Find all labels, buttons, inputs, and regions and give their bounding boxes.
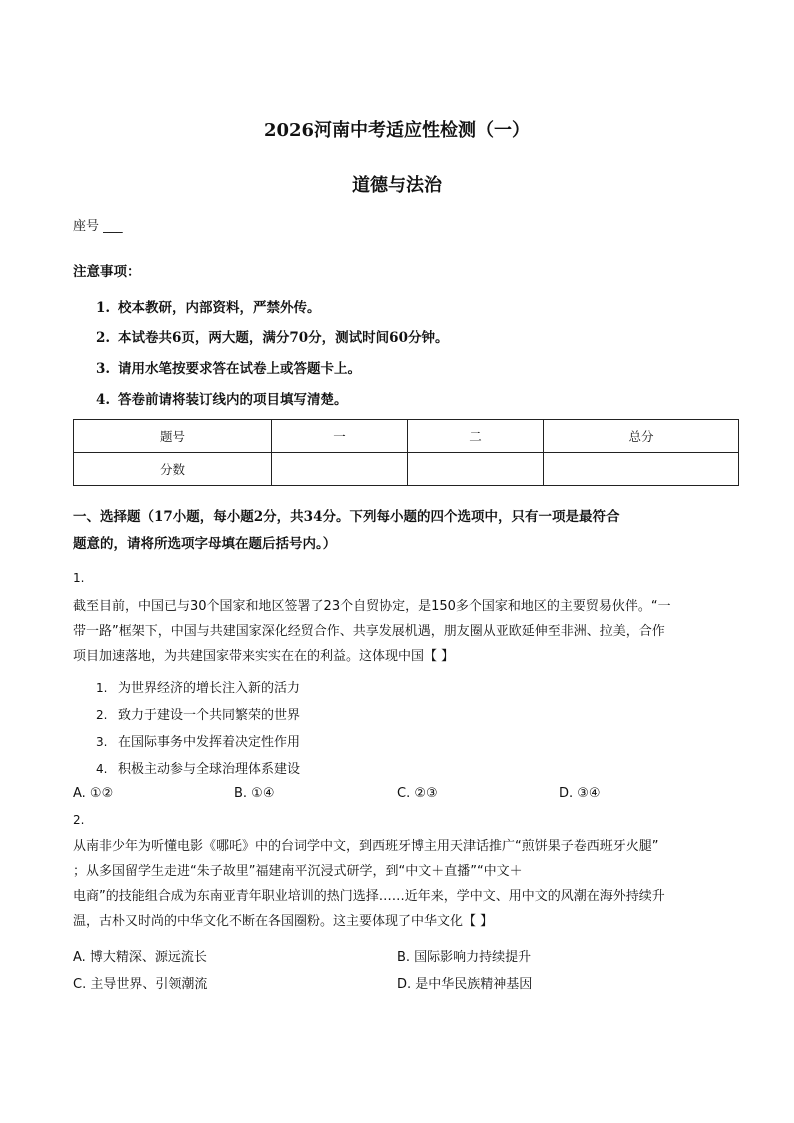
question-number: 1. (73, 571, 85, 585)
choice-c[interactable]: C. ②③ (397, 786, 438, 801)
notice-item (96, 357, 361, 377)
score-cell-total[interactable] (544, 453, 739, 486)
choice-d[interactable]: D. ③④ (559, 786, 601, 801)
notice-item-text: 本试卷共6页，两大题，满分70分，测试时间60分钟。 (118, 330, 449, 346)
notice-item-text: 请用水笔按要求答在试卷上或答题卡上。 (118, 361, 361, 377)
notice-item-text: 答卷前请将装订线内的项目填写清楚。 (118, 392, 348, 408)
statement-item (96, 677, 300, 696)
stem-line: 截至目前，中国已与30个国家和地区签署了23个自贸协定，是150多个国家和地区的主要贸易伙伴。“一 (73, 599, 671, 614)
notice-item-number: 1. (96, 300, 111, 316)
table-cell: 总分 (544, 420, 739, 453)
statement-item (96, 731, 300, 750)
table-cell: 分数 (74, 453, 272, 486)
choice-a[interactable]: A. 博大精深、源远流长 (73, 950, 207, 965)
seat-number-label: 座号 ___ (73, 219, 123, 234)
score-cell-1[interactable] (272, 453, 408, 486)
table-cell: 题号 (74, 420, 272, 453)
statement-item (96, 758, 300, 777)
statement-number: 1. (96, 681, 108, 695)
exam-title: 2026河南中考适应性检测（一） (263, 120, 531, 141)
notice-item-number: 3. (96, 361, 111, 377)
stem-line: 从南非少年为听懂电影《哪吒》中的台词学中文，到西班牙博主用天津话推广“煎饼果子卷西班牙火腿” (73, 839, 659, 854)
statement-text: 致力于建设一个共同繁荣的世界 (118, 708, 301, 723)
score-cell-2[interactable] (408, 453, 544, 486)
notice-item-number: 2. (96, 330, 111, 346)
notice-item (96, 296, 321, 316)
choice-c[interactable]: C. 主导世界、引领潮流 (73, 977, 208, 992)
table-cell: 一 (272, 420, 408, 453)
statement-text: 为世界经济的增长注入新的活力 (118, 681, 301, 696)
table-cell: 二 (408, 420, 544, 453)
statement-item (96, 704, 300, 723)
table-row (74, 453, 739, 486)
choice-d[interactable]: D. 是中华民族精神基因 (397, 977, 533, 992)
stem-line: 温，古朴又时尚的中华文化不断在各国圈粉。这主要体现了中华文化【 】 (73, 914, 494, 929)
notice-item-text: 校本教研，内部资料，严禁外传。 (118, 300, 321, 316)
notice-item-number: 4. (96, 392, 111, 408)
stem-line: 项目加速落地，为共建国家带来实实在在的利益。这体现中国【 】 (73, 649, 455, 664)
choice-b[interactable]: B. ①④ (234, 786, 275, 801)
statement-text: 在国际事务中发挥着决定性作用 (118, 735, 301, 750)
notice-heading: 注意事项： (73, 264, 141, 280)
question-stem (73, 834, 733, 934)
question-number: 2. (73, 813, 85, 827)
statement-number: 3. (96, 735, 108, 749)
stem-line: ；从多国留学生走进“朱子故里”福建南平沉浸式研学，到“中文＋直播”“中文＋ (73, 864, 523, 879)
stem-line: 电商”的技能组合成为东南亚青年职业培训的热门选择……近年来，学中文、用中文的风潮在海外持续升 (73, 889, 665, 904)
question-stem (73, 594, 733, 669)
statement-number: 2. (96, 708, 108, 722)
score-table (73, 419, 739, 486)
statement-text: 积极主动参与全球治理体系建设 (118, 762, 301, 777)
section-heading-line: 题意的，请将所选项字母填在题后括号内。） (73, 536, 337, 552)
stem-line: 带一路”框架下，中国与共建国家深化经贸合作、共享发展机遇，朋友圈从亚欧延伸至非洲、拉美，合作 (73, 624, 665, 639)
subject-title: 道德与法治 (352, 175, 442, 196)
section-heading (73, 504, 733, 558)
table-row (74, 420, 739, 453)
section-heading-line: 一、选择题（17小题，每小题2分，共34分。下列每小题的四个选项中，只有一项是最符合 (73, 509, 620, 525)
notice-item (96, 388, 348, 408)
choice-a[interactable]: A. ①② (73, 786, 114, 801)
choice-b[interactable]: B. 国际影响力持续提升 (397, 950, 532, 965)
notice-item (96, 326, 448, 346)
statement-number: 4. (96, 762, 108, 776)
